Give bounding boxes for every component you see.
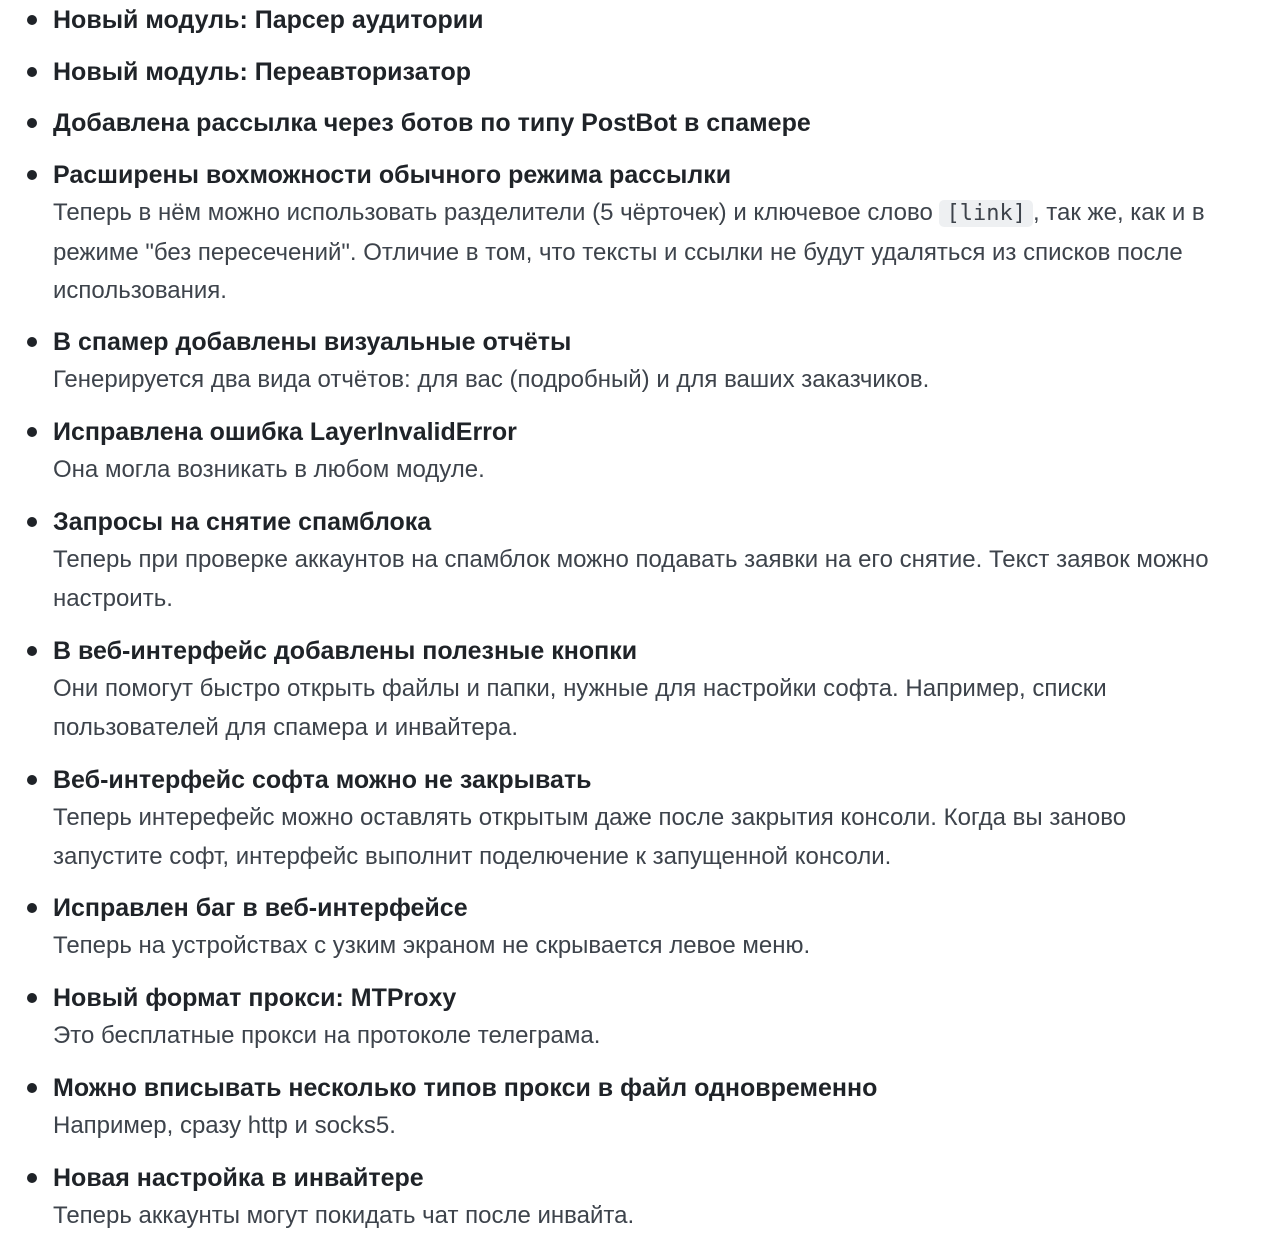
item-title: Запросы на снятие спамблока: [53, 508, 432, 536]
list-item: [0, 1159, 1233, 1236]
list-item: [0, 889, 1233, 966]
item-title: Новый модуль: Парсер аудитории: [53, 6, 484, 34]
bullet-icon: [27, 170, 37, 180]
bullet-icon: [27, 337, 37, 347]
list-item: [0, 413, 1233, 490]
item-description: Это бесплатные прокси на протоколе телеграма.: [53, 1022, 601, 1049]
item-title: Можно вписывать несколько типов прокси в файл одновременно: [53, 1074, 878, 1102]
inline-code: [link]: [939, 200, 1032, 227]
item-description: Теперь аккаунты могут покидать чат после инвайта.: [53, 1202, 635, 1229]
item-title: Исправлен баг в веб-интерфейсе: [53, 894, 468, 922]
list-item: [0, 104, 811, 142]
bullet-icon: [27, 775, 37, 785]
bullet-icon: [27, 903, 37, 913]
item-description: Например, сразу http и socks5.: [53, 1112, 396, 1139]
bullet-icon: [27, 1083, 37, 1093]
list-item: [0, 632, 1233, 747]
list-item: [0, 979, 1233, 1056]
bullet-icon: [27, 15, 37, 25]
bullet-icon: [27, 427, 37, 437]
bullet-icon: [27, 993, 37, 1003]
item-title: Исправлена ошибка LayerInvalidError: [53, 418, 517, 446]
list-item: [0, 503, 1233, 618]
bullet-icon: [27, 646, 37, 656]
item-description: Теперь интерефейс можно оставлять открытым даже после закрытия консоли. Когда вы заново запустите софт, интерфейс выполнит поделючение к запущенной консоли.: [53, 804, 1127, 870]
item-title: В спамер добавлены визуальные отчёты: [53, 328, 572, 356]
list-item: [0, 1069, 1233, 1146]
bullet-icon: [27, 517, 37, 527]
item-title: Новая настройка в инвайтере: [53, 1164, 424, 1192]
description-text: , так же, как и в режиме "без пересечений". Отличие в том, что тексты и ссылки не будут удаляться из списков после использования.: [53, 199, 1205, 305]
list-item: [0, 156, 1233, 311]
description-text: Теперь в нём можно использовать разделители (5 чёрточек) и ключевое слово: [53, 199, 940, 226]
item-description: [53, 194, 1233, 311]
item-title: Новый модуль: Переавторизатор: [53, 58, 472, 86]
bullet-icon: [27, 1173, 37, 1183]
item-title: Добавлена рассылка через ботов по типу PostBot в спамере: [53, 109, 811, 137]
item-description: Теперь при проверке аккаунтов на спамблок можно подавать заявки на его снятие. Текст заявок можно настроить.: [53, 546, 1209, 612]
item-description: Она могла возникать в любом модуле.: [53, 456, 485, 483]
list-item: [0, 761, 1233, 876]
list-item: [0, 1, 1280, 39]
list-item: [0, 323, 1233, 400]
item-description: Генерируется два вида отчётов: для вас (подробный) и для ваших заказчиков.: [53, 366, 930, 393]
item-title: В веб-интерфейс добавлены полезные кнопки: [53, 637, 638, 665]
item-title: Веб-интерфейс софта можно не закрывать: [53, 766, 592, 794]
item-title: Расширены вохможности обычного режима рассылки: [53, 161, 732, 189]
bullet-icon: [27, 67, 37, 77]
bullet-icon: [27, 118, 37, 128]
item-title: Новый формат прокси: MTProxy: [53, 984, 457, 1012]
item-description: Теперь на устройствах с узким экраном не скрывается левое меню.: [53, 932, 811, 959]
item-description: Они помогут быстро открыть файлы и папки, нужные для настройки софта. Например, списки пользователей для спамера и инвайтера.: [53, 675, 1107, 741]
list-item: [0, 53, 471, 91]
